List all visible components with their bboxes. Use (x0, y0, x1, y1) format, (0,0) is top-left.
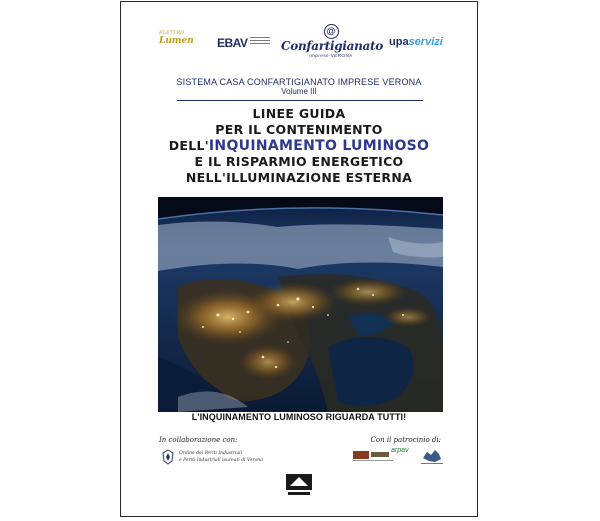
ebav-logo-text: EBAV (217, 36, 248, 50)
collaboration-label: In collaborazione con: (159, 436, 238, 444)
ordine-periti-logo (161, 448, 301, 470)
emblem-icon (161, 449, 175, 465)
divider (177, 100, 423, 101)
patronage-logos (353, 446, 449, 472)
series-title: SISTEMA CASA CONFARTIGIANATO IMPRESE VERONA (176, 77, 422, 87)
province-map-logo (419, 448, 445, 466)
ordine-periti-line-2: e Periti Industriali laureati di Verona (179, 458, 263, 463)
title-line-1: LINEE GUIDA (252, 106, 346, 121)
publisher-logo (284, 473, 314, 497)
book-title (121, 106, 477, 186)
confartigianato-logo (281, 24, 381, 58)
upa-logo-text: upa (389, 36, 409, 48)
title-line-5: NELL'ILLUMINAZIONE ESTERNA (185, 170, 413, 185)
upaservizi-logo (389, 36, 455, 52)
ebav-logo-fineprint (250, 37, 270, 47)
title-line-3-prefix: DELL' (168, 138, 209, 153)
ebav-logo (217, 34, 272, 52)
title-line-2: PER IL CONTENIMENTO (215, 122, 383, 137)
confartigianato-logo-name: Confartigianato (281, 39, 383, 53)
regione-logo-mark (353, 451, 369, 459)
sponsor-logo-row (121, 24, 477, 56)
patronage-label: Con il patrocinio di: (370, 436, 441, 444)
elettro-lumen-logo (159, 30, 207, 52)
title-line-4: E IL RISPARMIO ENERGETICO (194, 154, 404, 169)
regione-logo-fineprint (353, 460, 393, 461)
earth-night-satellite-photo (158, 197, 443, 412)
ordine-periti-line-1: Ordine dei Periti Industriali (179, 451, 243, 456)
elettro-logo-text: ELETTRO (159, 30, 185, 36)
book-cover (120, 1, 478, 517)
title-line-3 (121, 138, 477, 154)
confartigianato-logo-sub: Imprese VERONA (309, 53, 353, 58)
arpav-logo: arpav (391, 447, 409, 454)
tagline: L'INQUINAMENTO LUMINOSO RIGUARDA TUTTI! (191, 412, 407, 422)
at-sign-icon: @ (324, 24, 339, 39)
night-lights-illustration (158, 197, 443, 412)
servizi-logo-text: servizi (408, 36, 443, 48)
title-highlight: INQUINAMENTO LUMINOSO (208, 138, 430, 154)
volume-number: Volume III (281, 87, 317, 96)
regione-logo-mark-2 (371, 452, 389, 457)
lumen-logo-text: Lumen (159, 36, 194, 46)
